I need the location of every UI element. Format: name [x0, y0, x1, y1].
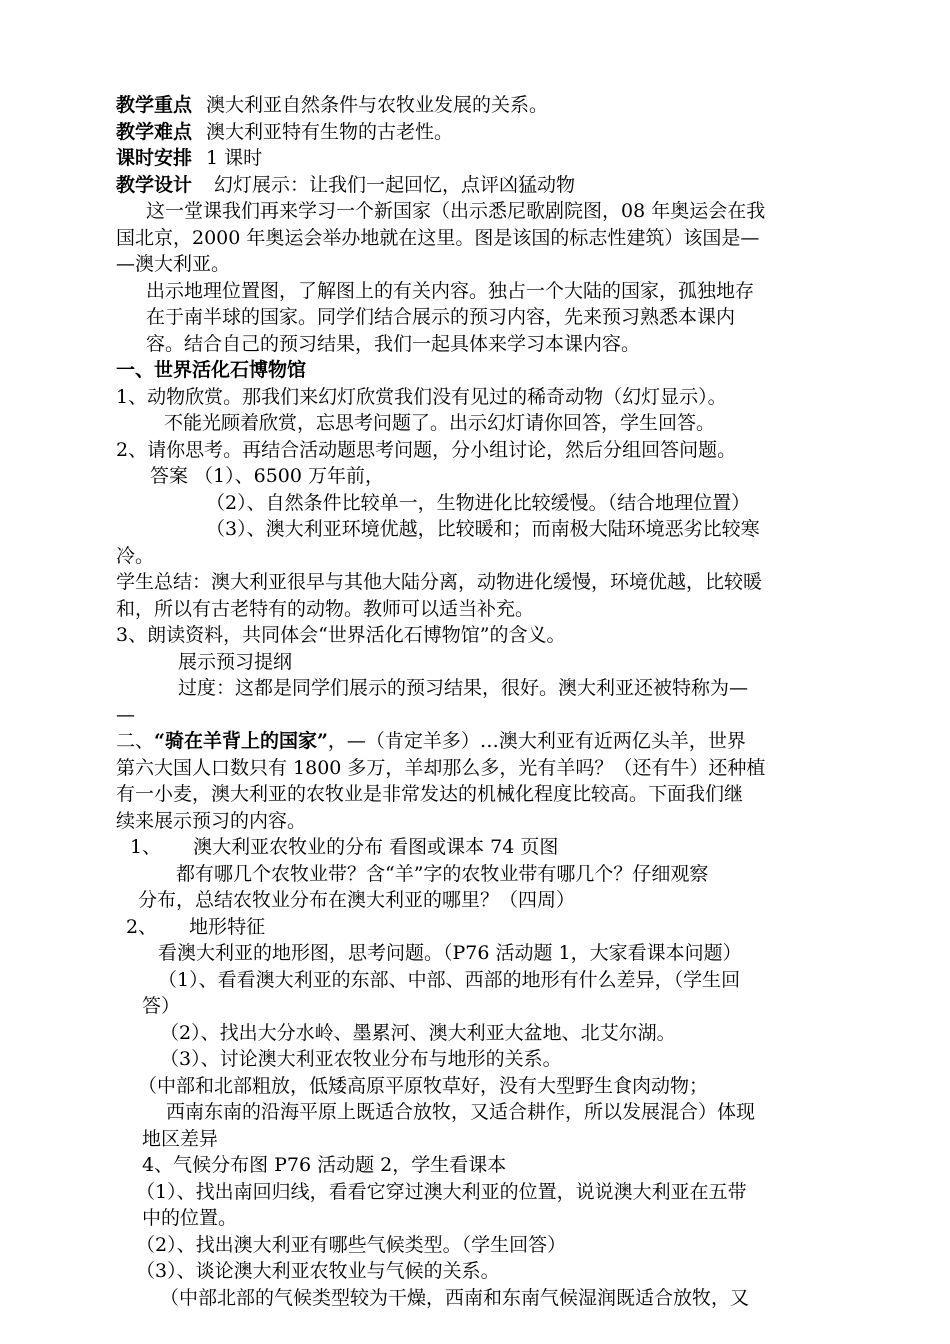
terrain-line: 答）: [142, 995, 181, 1017]
answer-line-3: （3）、澳大利亚环境优越，比较暖和；而南极大陆环境恶劣比较寒: [206, 518, 760, 540]
item-terrain-text: 地形特征: [189, 915, 266, 938]
climate-line: （1）、找出南回归线，看看它穿过澳大利亚的位置，说说澳大利亚在五带: [136, 1180, 747, 1203]
climate-line: （2）、找出澳大利亚有哪些气候类型。（学生回答）: [136, 1233, 567, 1256]
section-2-heading: [116, 728, 840, 755]
answer-line-2: （2）、自然条件比较单一，生物进化比较缓慢。（结合地理位置）: [206, 491, 751, 514]
teaching-focus-line: [116, 92, 840, 119]
item-terrain: [116, 914, 840, 941]
design-text: 幻灯展示：让我们一起回忆，点评凶猛动物: [214, 173, 576, 196]
teaching-focus-label: 教学重点: [116, 94, 193, 116]
section-2-paragraph-line: 第六大国人口数只有 1800 多万，羊却那么多，光有羊吗？（还有牛）还种植: [116, 756, 766, 779]
teaching-difficulty-text: 澳大利亚特有生物的古老性。: [206, 120, 454, 143]
terrain-line: （3）、讨论澳大利亚农牧业分布与地形的关系。: [160, 1048, 562, 1070]
section-2-paragraph-line: 续来展示预习的内容。: [116, 809, 307, 832]
section-1-item-3: 3、朗读资料，共同体会“世界活化石博物馆”的含义。: [116, 624, 566, 646]
item-distribution: [116, 834, 840, 861]
terrain-line: 西南东南的沿海平原上既适合放牧，又适合耕作，所以发展混合）体现: [166, 1101, 756, 1123]
terrain-line: （中部和北部粗放，低矮高原平原牧草好，没有大型野生食肉动物；: [138, 1074, 709, 1097]
location-paragraph-line: 在于南半球的国家。同学们结合展示的预习内容，先来预习熟悉本课内: [146, 306, 736, 328]
section-1-item-1: 1、动物欣赏。那我们来幻灯欣赏我们没有见过的稀奇动物（幻灯显示）。: [116, 385, 727, 408]
section-2-title: “骑在羊背上的国家”: [154, 730, 328, 752]
student-summary-line: 学生总结：澳大利亚很早与其他大陆分离，动物进化缓慢，环境优越，比较暖: [116, 571, 763, 593]
schedule-text: 1 课时: [206, 147, 263, 169]
terrain-line: 看澳大利亚的地形图，思考问题。（P76 活动题 1，大家看课本问题）: [158, 942, 742, 964]
student-summary-line: 和，所以有古老特有的动物。教师可以适当补充。: [116, 597, 535, 620]
section-1-item-1-detail: 不能光顾着欣赏，忘思考问题了。出示幻灯请你回答，学生回答。: [164, 412, 716, 434]
distribution-question-line: 分布，总结农牧业分布在澳大利亚的哪里？（四周）: [138, 889, 576, 911]
transition-line-end: —: [116, 703, 135, 726]
intro-paragraph-line: 这一堂课我们再来学习一个新国家（出示悉尼歌剧院图，08 年奥运会在我: [146, 200, 766, 222]
schedule-label: 课时安排: [116, 147, 193, 169]
terrain-line: （2）、找出大分水岭、墨累河、澳大利亚大盆地、北艾尔湖。: [160, 1021, 676, 1044]
preview-outline-line: 展示预习提纲: [178, 650, 293, 673]
section-1-heading: 一、世界活化石博物馆: [116, 359, 307, 381]
answer-line-4: 冷。: [116, 544, 155, 567]
answer-line-1: 答案 （1）、6500 万年前，: [150, 465, 385, 487]
document-page: [116, 92, 840, 1311]
location-paragraph-line: 容。结合自己的预习结果，我们一起具体来学习本课内容。: [146, 332, 641, 355]
climate-line: 中的位置。: [142, 1207, 238, 1229]
intro-paragraph-line: —澳大利亚。: [116, 253, 231, 275]
design-line: [116, 172, 840, 199]
teaching-difficulty-label: 教学难点: [116, 120, 193, 143]
teaching-difficulty-line: [116, 119, 840, 146]
climate-line: （3）、谈论澳大利亚农牧业与气候的关系。: [136, 1260, 500, 1282]
item-distribution-text: 澳大利亚农牧业的分布 看图或课本 74 页图: [193, 836, 559, 858]
teaching-focus-text: 澳大利亚自然条件与农牧业发展的关系。: [206, 94, 549, 116]
terrain-line: （1）、看看澳大利亚的东部、中部、西部的地形有什么差异，（学生回: [158, 968, 741, 991]
intro-paragraph-line: 国北京，2000 年奥运会举办地就在这里。图是该国的标志性建筑）该国是—: [116, 226, 760, 249]
section-1-item-2: 2、请你思考。再结合活动题思考问题，分小组讨论，然后分组回答问题。: [116, 438, 737, 461]
item-distribution-number: 1、: [130, 836, 162, 858]
section-2-paragraph-line: 有一小麦，澳大利亚的农牧业是非常发达的机械化程度比较高。下面我们继: [116, 783, 744, 805]
terrain-line: 地区差异: [142, 1127, 219, 1150]
section-2-prefix: 二、: [116, 730, 155, 752]
distribution-question-line: 都有哪几个农牧业带？含“羊”字的农牧业带有哪几个？仔细观察: [176, 862, 709, 885]
section-2-heading-rest: ，—（肯定羊多）…澳大利亚有近两亿头羊，世界: [327, 730, 746, 752]
item-terrain-number: 2、: [126, 915, 158, 938]
schedule-line: [116, 145, 840, 172]
design-label: 教学设计: [116, 173, 193, 196]
transition-line: 过度：这都是同学们展示的预习结果，很好。澳大利亚还被特称为—: [178, 677, 749, 699]
item-climate: 4、气候分布图 P76 活动题 2，学生看课本: [142, 1154, 507, 1176]
location-paragraph-line: 出示地理位置图，了解图上的有关内容。独占一个大陆的国家，孤独地存: [146, 279, 755, 302]
climate-line: （中部北部的气候类型较为干燥，西南和东南气候湿润既适合放牧，又: [160, 1286, 750, 1309]
